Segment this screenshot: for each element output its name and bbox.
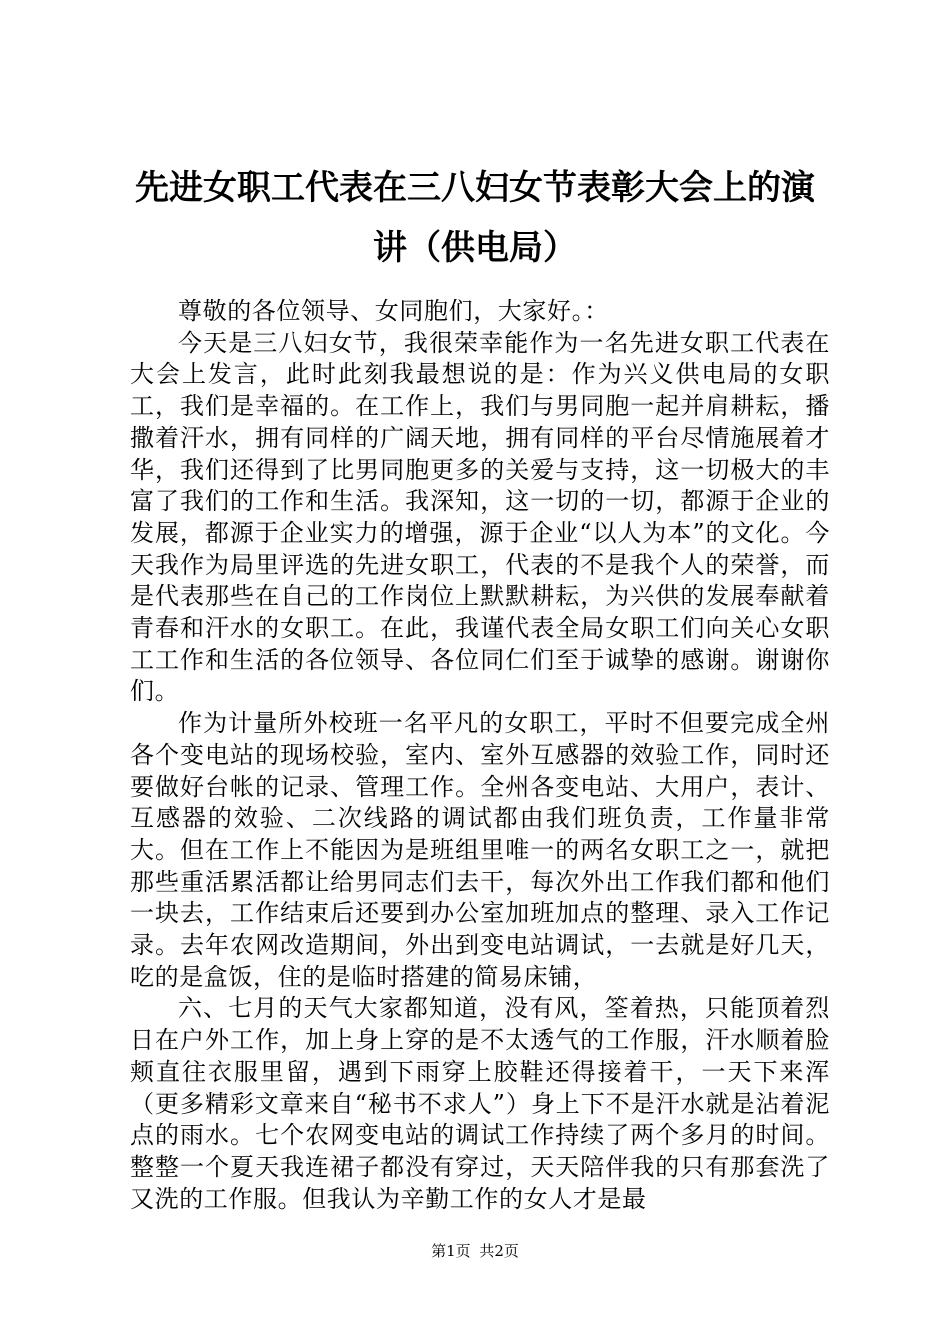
greeting-paragraph: 尊敬的各位领导、女同胞们，大家好。：: [178, 297, 609, 325]
page-total: 共2页: [479, 1242, 519, 1260]
document-body: [130, 296, 830, 1215]
document-title: 先进女职工代表在三八妇女节表彰大会上的演讲（供电局）: [135, 168, 815, 268]
page-footer: [0, 1241, 950, 1261]
body-paragraph: 六、七月的天气大家都知道，没有风，筌着热，只能顶着烈日在户外工作，加上身上穿的是不太透气的工作服，汗水顺着脸颊直往衣服里留，遇到下雨穿上胶鞋还得接着干，一天下来浑（更多精彩文章来自“秘书不求人”）身上下不是汗水就是沾着泥点的雨水。七个农网变电站的调试工作持续了两个多月的时间。整整一个夏天我连裙子都没有穿过，天天陪伴我的只有那套洗了又洗的工作服。但我认为辛勤工作的女人才是最: [130, 994, 830, 1213]
page-number: 第1页: [431, 1242, 471, 1260]
body-paragraph: 今天是三八妇女节，我很荣幸能作为一名先进女职工代表在大会上发言，此时此刻我最想说的是：作为兴义供电局的女职工，我们是幸福的。在工作上，我们与男同胞一起并肩耕耘，播撒着汗水，拥有同样的广阔天地，拥有同样的平台尽情施展着才华，我们还得到了比男同胞更多的关爱与支持，这一切极大的丰富了我们的工作和生活。我深知，这一切的一切，都源于企业的发展，都源于企业实力的增强，源于企业“以人为本”的文化。今天我作为局里评选的先进女职工，代表的不是我个人的荣誉，而是代表那些在自己的工作岗位上默默耕耘，为兴供的发展奉献着青春和汗水的女职工。在此，我谨代表全局女职工们向关心女职工工作和生活的各位领导、各位同仁们至于诚挚的感谢。谢谢你们。: [130, 328, 830, 706]
body-paragraph: 作为计量所外校班一名平凡的女职工，平时不但要完成全州各个变电站的现场校验，室内、室外互感器的效验工作，同时还要做好台帐的记录、管理工作。全州各变电站、大用户，表计、互感器的效验、二次线路的调试都由我们班负责，工作量非常大。但在工作上不能因为是班组里唯一的两名女职工之一，就把那些重活累活都让给男同志们去干，每次外出工作我们都和他们一块去，工作结束后还要到办公室加班加点的整理、录入工作记录。去年农网改造期间，外出到变电站调试，一去就是好几天，吃的是盒饭，住的是临时搭建的简易床铺，: [130, 709, 830, 991]
